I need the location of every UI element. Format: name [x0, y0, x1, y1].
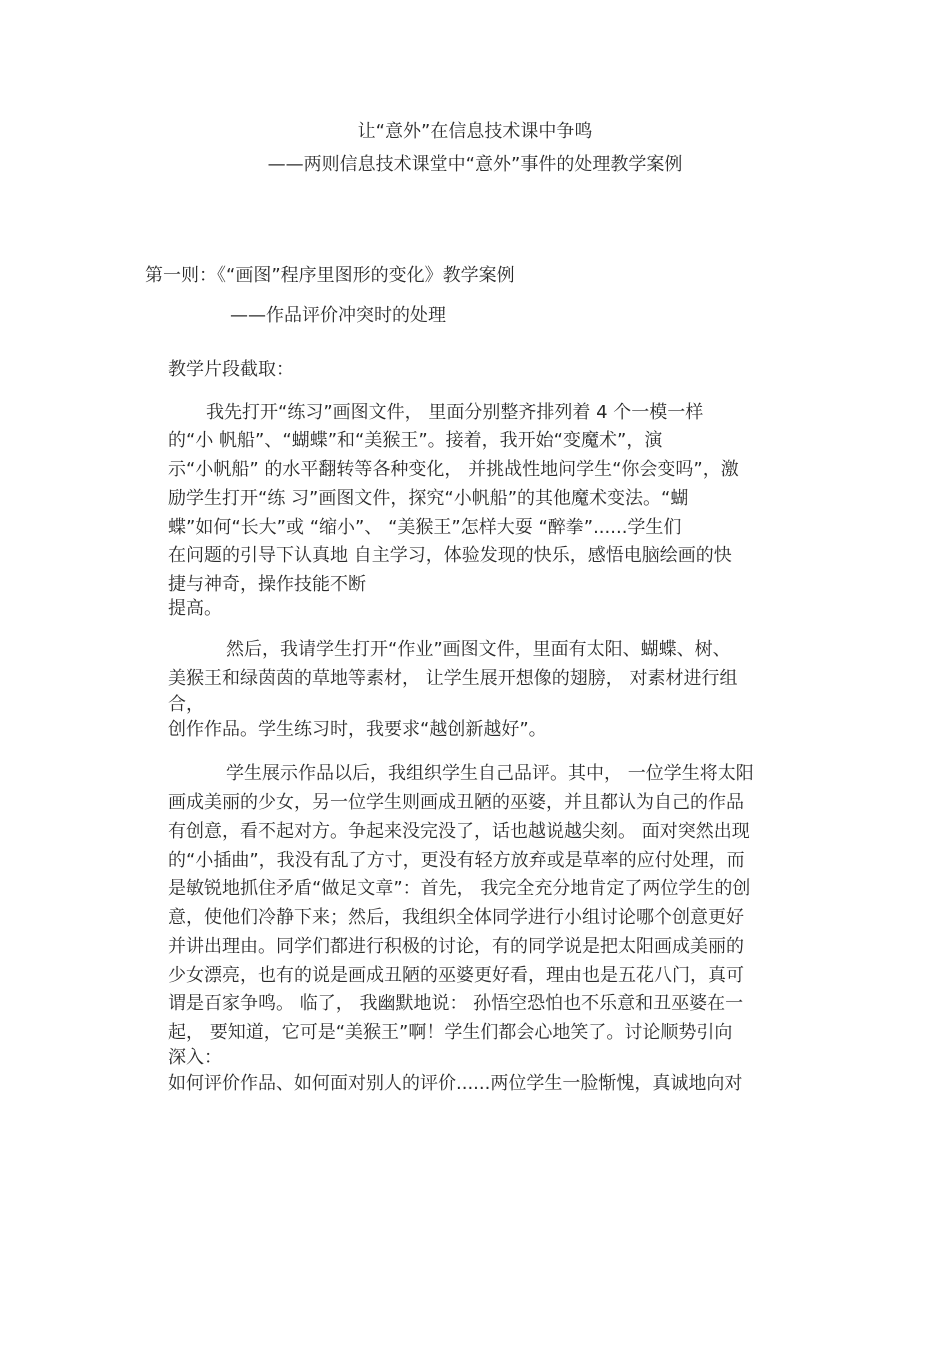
paragraph-line: 美猴王和绿茵茵的草地等素材， 让学生展开想像的翅膀， 对素材进行组: [168, 668, 738, 689]
paragraph-line: 学生展示作品以后，我组织学生自己品评。其中， 一位学生将太阳: [226, 763, 754, 784]
paragraph-line: 的“小 帆船”、“蝴蝶”和“美猴王”。接着，我开始“变魔术”，演: [168, 430, 663, 451]
paragraph-line: 意，使他们冷静下来；然后，我组织全体同学进行小组讨论哪个创意更好: [168, 907, 744, 928]
paragraph-line: 我先打开“练习”画图文件， 里面分别整齐排列着 4 个一模一样: [206, 402, 704, 423]
paragraph-line: 少女漂亮，也有的说是画成丑陋的巫婆更好看，理由也是五花八门，真可: [168, 965, 744, 986]
paragraph-line: 如何评价作品、如何面对别人的评价......两位学生一脸惭愧，真诚地向对: [168, 1073, 743, 1094]
paragraph-line: 励学生打开“练 习”画图文件，探究“小帆船”的其他魔术变法。“蝴: [168, 488, 689, 509]
excerpt-label: 教学片段截取：: [168, 359, 294, 380]
paragraph-line: 然后，我请学生打开“作业”画图文件，里面有太阳、蝴蝶、树、: [226, 639, 731, 660]
paragraph-line: 画成美丽的少女，另一位学生则画成丑陋的巫婆，并且都认为自己的作品: [168, 792, 744, 813]
paragraph-line: 创作作品。学生练习时，我要求“越创新越好”。: [168, 719, 547, 740]
paragraph-line: 并讲出理由。同学们都进行积极的讨论，有的同学说是把太阳画成美丽的: [168, 936, 744, 957]
paragraph-line: 谓是百家争鸣。 临了， 我幽默地说： 孙悟空恐怕也不乐意和丑巫婆在一: [168, 993, 744, 1014]
section-heading: 第一则：《“画图”程序里图形的变化》教学案例: [145, 265, 515, 286]
paragraph-line: 深入：: [168, 1047, 222, 1068]
section-subheading: ——作品评价冲突时的处理: [230, 305, 446, 326]
paragraph-line: 有创意，看不起对方。争起来没完没了，话也越说越尖刻。 面对突然出现: [168, 821, 750, 842]
paragraph-line: 是敏锐地抓住矛盾“做足文章”：首先， 我完全充分地肯定了两位学生的创: [168, 878, 751, 899]
paragraph-line: 在问题的引导下认真地 自主学习，体验发现的快乐，感悟电脑绘画的快: [168, 545, 732, 566]
paragraph-line: 示“小帆船” 的水平翻转等各种变化， 并挑战性地问学生“你会变吗”，激: [168, 459, 739, 480]
paragraph-line: 的“小插曲”，我没有乱了方寸，更没有轻方放弃或是草率的应付处理，而: [168, 850, 745, 871]
paragraph-line: 起， 要知道，它可是“美猴王”啊！学生们都会心地笑了。讨论顺势引向: [168, 1022, 733, 1043]
paragraph-line: 提高。: [168, 598, 222, 619]
document-subtitle: ——两则信息技术课堂中“意外”事件的处理教学案例: [267, 154, 683, 175]
paragraph-line: 蝶”如何“长大”或 “缩小”、 “美猴王”怎样大耍 “醉拳”......学生们: [168, 517, 682, 538]
paragraph-line: 捷与神奇，操作技能不断: [168, 574, 366, 595]
paragraph-line: 合，: [168, 694, 204, 715]
document-title: 让“意外”在信息技术课中争鸣: [357, 121, 593, 142]
